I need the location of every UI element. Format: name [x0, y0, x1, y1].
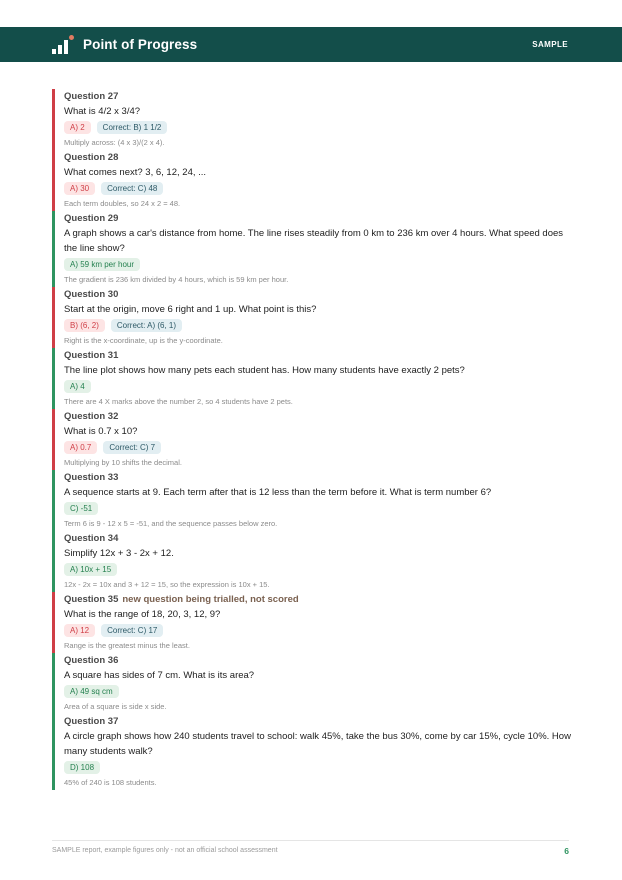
question-item [52, 150, 572, 211]
correct-answer-chip: Correct: C) 17 [101, 624, 163, 637]
answer-row [64, 380, 572, 393]
question-text: Simplify 12x + 3 - 2x + 12. [64, 548, 174, 559]
question-text: The line plot shows how many pets each student has. How many students have exactly 2 pets? [64, 365, 465, 376]
question-number: Question 31 [64, 350, 119, 361]
explanation: Multiplying by 10 shifts the decimal. [64, 458, 182, 467]
footer-disclaimer: SAMPLE report, example figures only - not an official school assessment [52, 847, 278, 854]
report-header [0, 27, 622, 62]
question-text: What is 0.7 x 10? [64, 426, 138, 437]
question-number: Question 35 [64, 594, 119, 605]
explanation: 12x - 2x = 10x and 3 + 12 = 15, so the expression is 10x + 15. [64, 580, 270, 589]
correct-answer-chip: Correct: A) (6, 1) [111, 319, 182, 332]
chosen-answer-chip: A) 0.7 [64, 441, 97, 454]
question-number: Question 30 [64, 289, 119, 300]
chosen-answer-chip: A) 49 sq cm [64, 685, 119, 698]
answer-row [64, 319, 572, 332]
chosen-answer-chip: A) 30 [64, 182, 95, 195]
answer-row [64, 685, 572, 698]
question-number: Question 29 [64, 213, 119, 224]
explanation: 45% of 240 is 108 students. [64, 778, 157, 787]
question-list [52, 89, 572, 790]
chosen-answer-chip: A) 2 [64, 121, 91, 134]
chosen-answer-chip: A) 4 [64, 380, 91, 393]
question-number: Question 28 [64, 152, 119, 163]
answer-row [64, 502, 572, 515]
question-number: Question 27 [64, 91, 119, 102]
question-item [52, 348, 572, 409]
explanation: Multiply across: (4 x 3)/(2 x 4). [64, 138, 165, 147]
question-item [52, 592, 572, 653]
answer-row [64, 624, 572, 637]
chosen-answer-chip: C) -51 [64, 502, 98, 515]
question-item [52, 653, 572, 714]
chosen-answer-chip: B) (6, 2) [64, 319, 105, 332]
question-text: What is 4/2 x 3/4? [64, 106, 141, 117]
question-text: A circle graph shows how 240 students travel to school: walk 45%, take the bus 30%, come by car 15%, cycle 10%. How many students walk? [64, 731, 571, 757]
brand [52, 35, 197, 55]
question-item [52, 211, 572, 287]
question-number: Question 37 [64, 716, 119, 727]
sample-tag: SAMPLE [532, 40, 568, 49]
question-number: Question 36 [64, 655, 119, 666]
brand-name: Point of Progress [83, 37, 198, 52]
explanation: Area of a square is side x side. [64, 702, 167, 711]
correct-answer-chip: Correct: B) 1 1/2 [97, 121, 168, 134]
question-item [52, 470, 572, 531]
explanation: Each term doubles, so 24 x 2 = 48. [64, 199, 181, 208]
question-text: What is the range of 18, 20, 3, 12, 9? [64, 609, 221, 620]
trial-note: new question being trialled, not scored [122, 594, 299, 605]
answer-row [64, 563, 572, 576]
explanation: The gradient is 236 km divided by 4 hours, which is 59 km per hour. [64, 275, 289, 284]
footer-divider [52, 840, 569, 841]
correct-answer-chip: Correct: C) 48 [101, 182, 163, 195]
question-text: Start at the origin, move 6 right and 1 up. What point is this? [64, 304, 317, 315]
question-text: A square has sides of 7 cm. What is its area? [64, 670, 255, 681]
answer-row [64, 121, 572, 134]
question-item [52, 714, 572, 790]
question-text: A sequence starts at 9. Each term after that is 12 less than the term before it. What is term number 6? [64, 487, 492, 498]
question-text: What comes next? 3, 6, 12, 24, ... [64, 167, 207, 178]
question-number: Question 32 [64, 411, 119, 422]
chosen-answer-chip: A) 59 km per hour [64, 258, 140, 271]
explanation: Range is the greatest minus the least. [64, 641, 190, 650]
question-item [52, 409, 572, 470]
question-number-row [64, 594, 572, 606]
answer-row [64, 761, 572, 774]
page-number: 6 [564, 846, 569, 856]
question-item [52, 287, 572, 348]
explanation: Term 6 is 9 - 12 x 5 = -51, and the sequence passes below zero. [64, 519, 278, 528]
correct-answer-chip: Correct: C) 7 [103, 441, 161, 454]
answer-row [64, 182, 572, 195]
question-text: A graph shows a car's distance from home. The line rises steadily from 0 km to 236 km over 4 hours. What speed does the line show? [64, 228, 564, 254]
answer-row [64, 258, 572, 271]
question-item [52, 89, 572, 150]
chosen-answer-chip: D) 108 [64, 761, 100, 774]
question-item [52, 531, 572, 592]
explanation: There are 4 X marks above the number 2, so 4 students have 2 pets. [64, 397, 293, 406]
question-number: Question 33 [64, 472, 119, 483]
question-number: Question 34 [64, 533, 119, 544]
bar-chart-logo-icon [52, 35, 74, 55]
explanation: Right is the x-coordinate, up is the y-coordinate. [64, 336, 223, 345]
chosen-answer-chip: A) 10x + 15 [64, 563, 117, 576]
chosen-answer-chip: A) 12 [64, 624, 95, 637]
answer-row [64, 441, 572, 454]
